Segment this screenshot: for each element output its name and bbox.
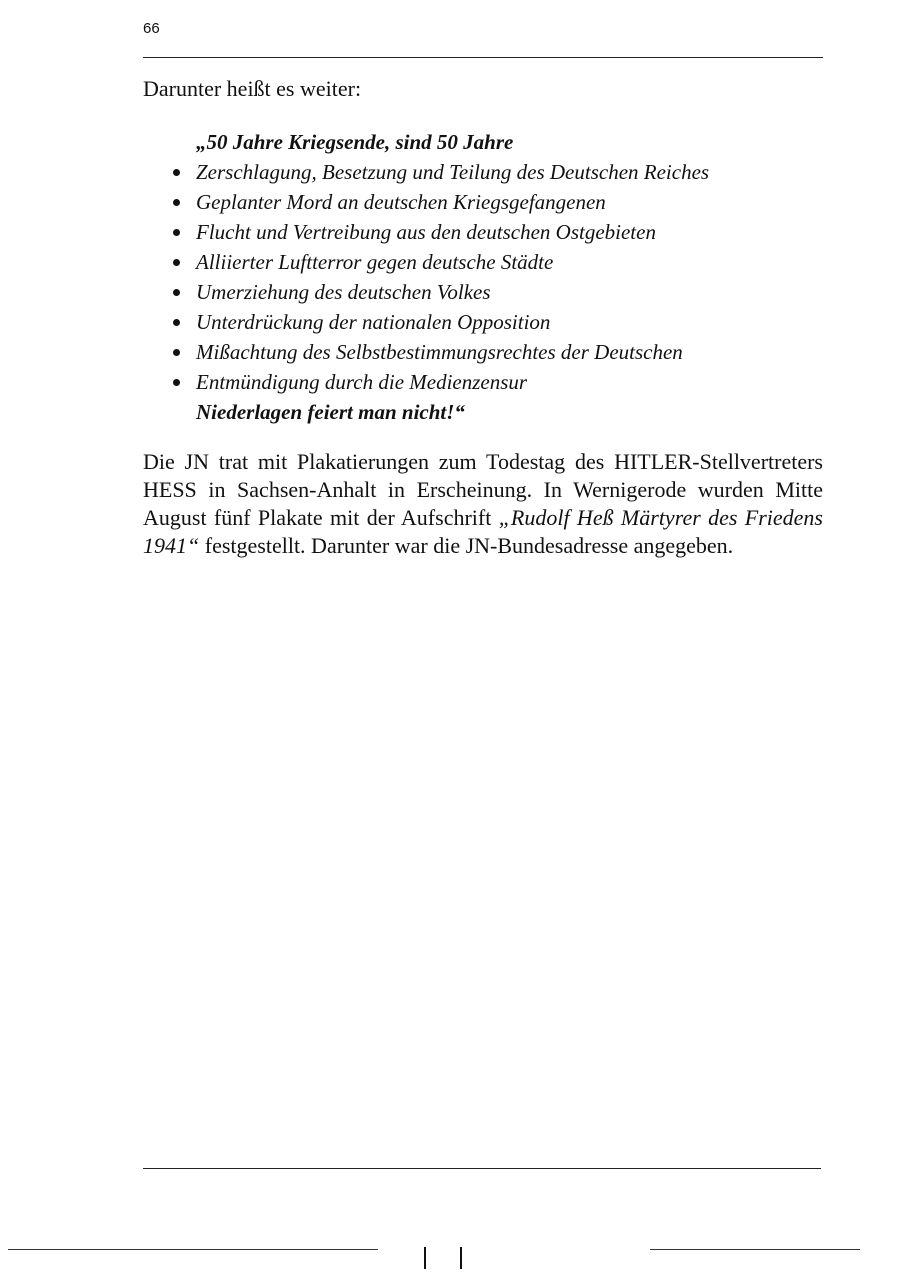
bullet-icon xyxy=(173,319,180,326)
list-item xyxy=(172,217,822,247)
bullet-icon xyxy=(173,259,180,266)
list-item-text: Zerschlagung, Besetzung und Teilung des Deutschen Reiches xyxy=(196,160,710,184)
bullet-icon xyxy=(173,169,180,176)
page-number: 66 xyxy=(143,20,160,37)
list-item xyxy=(172,277,822,307)
bullet-icon xyxy=(173,289,180,296)
bullet-icon xyxy=(173,379,180,386)
scan-mark xyxy=(460,1247,462,1269)
list-item-text: Entmündigung durch die Medienzensur xyxy=(196,370,528,394)
bullet-icon xyxy=(173,349,180,356)
list-item-text: Unterdrückung der nationalen Opposition xyxy=(196,310,551,334)
bullet-icon xyxy=(173,229,180,236)
quote-list xyxy=(172,157,822,397)
bullet-icon xyxy=(173,199,180,206)
list-item-text: Mißachtung des Selbstbestimmungsrechtes der Deutschen xyxy=(196,340,683,364)
header-rule xyxy=(143,57,823,58)
intro-text: Darunter heißt es weiter: xyxy=(143,76,362,101)
list-item xyxy=(172,367,822,397)
footer-rule xyxy=(143,1168,821,1169)
list-item-text: Umerziehung des deutschen Volkes xyxy=(196,280,491,304)
paragraph-text-start: Die JN trat mit Plakatierungen zum Todestag des HITLER-Stellvertreters HESS in Sachsen-Anhalt in Erscheinung. In Wernigerode wurden Mitte August fünf Plakate mit der Aufschrift xyxy=(143,449,823,530)
scan-edge-line-right xyxy=(650,1249,860,1250)
list-item xyxy=(172,187,822,217)
list-item-text: Geplanter Mord an deutschen Kriegsgefangenen xyxy=(196,190,606,214)
paragraph-text-end: festgestellt. Darunter war die JN-Bundesadresse angegeben. xyxy=(199,533,734,558)
list-item-text: Flucht und Vertreibung aus den deutschen Ostgebieten xyxy=(196,220,656,244)
list-item xyxy=(172,247,822,277)
list-item-text: Alliierter Luftterror gegen deutsche Städte xyxy=(196,250,554,274)
list-item xyxy=(172,337,822,367)
list-item xyxy=(172,157,822,187)
scan-mark xyxy=(424,1247,426,1269)
list-item xyxy=(172,307,822,337)
quote-heading: „50 Jahre Kriegsende, sind 50 Jahre xyxy=(196,130,514,154)
scan-edge-line-left xyxy=(8,1249,378,1250)
poster-inscription: „Rudolf Heß Märtyrer des Friedens 1941“ xyxy=(143,505,823,558)
quote-block xyxy=(172,127,822,427)
body-paragraph xyxy=(143,448,823,560)
quote-closing: Niederlagen feiert man nicht!“ xyxy=(196,400,465,424)
